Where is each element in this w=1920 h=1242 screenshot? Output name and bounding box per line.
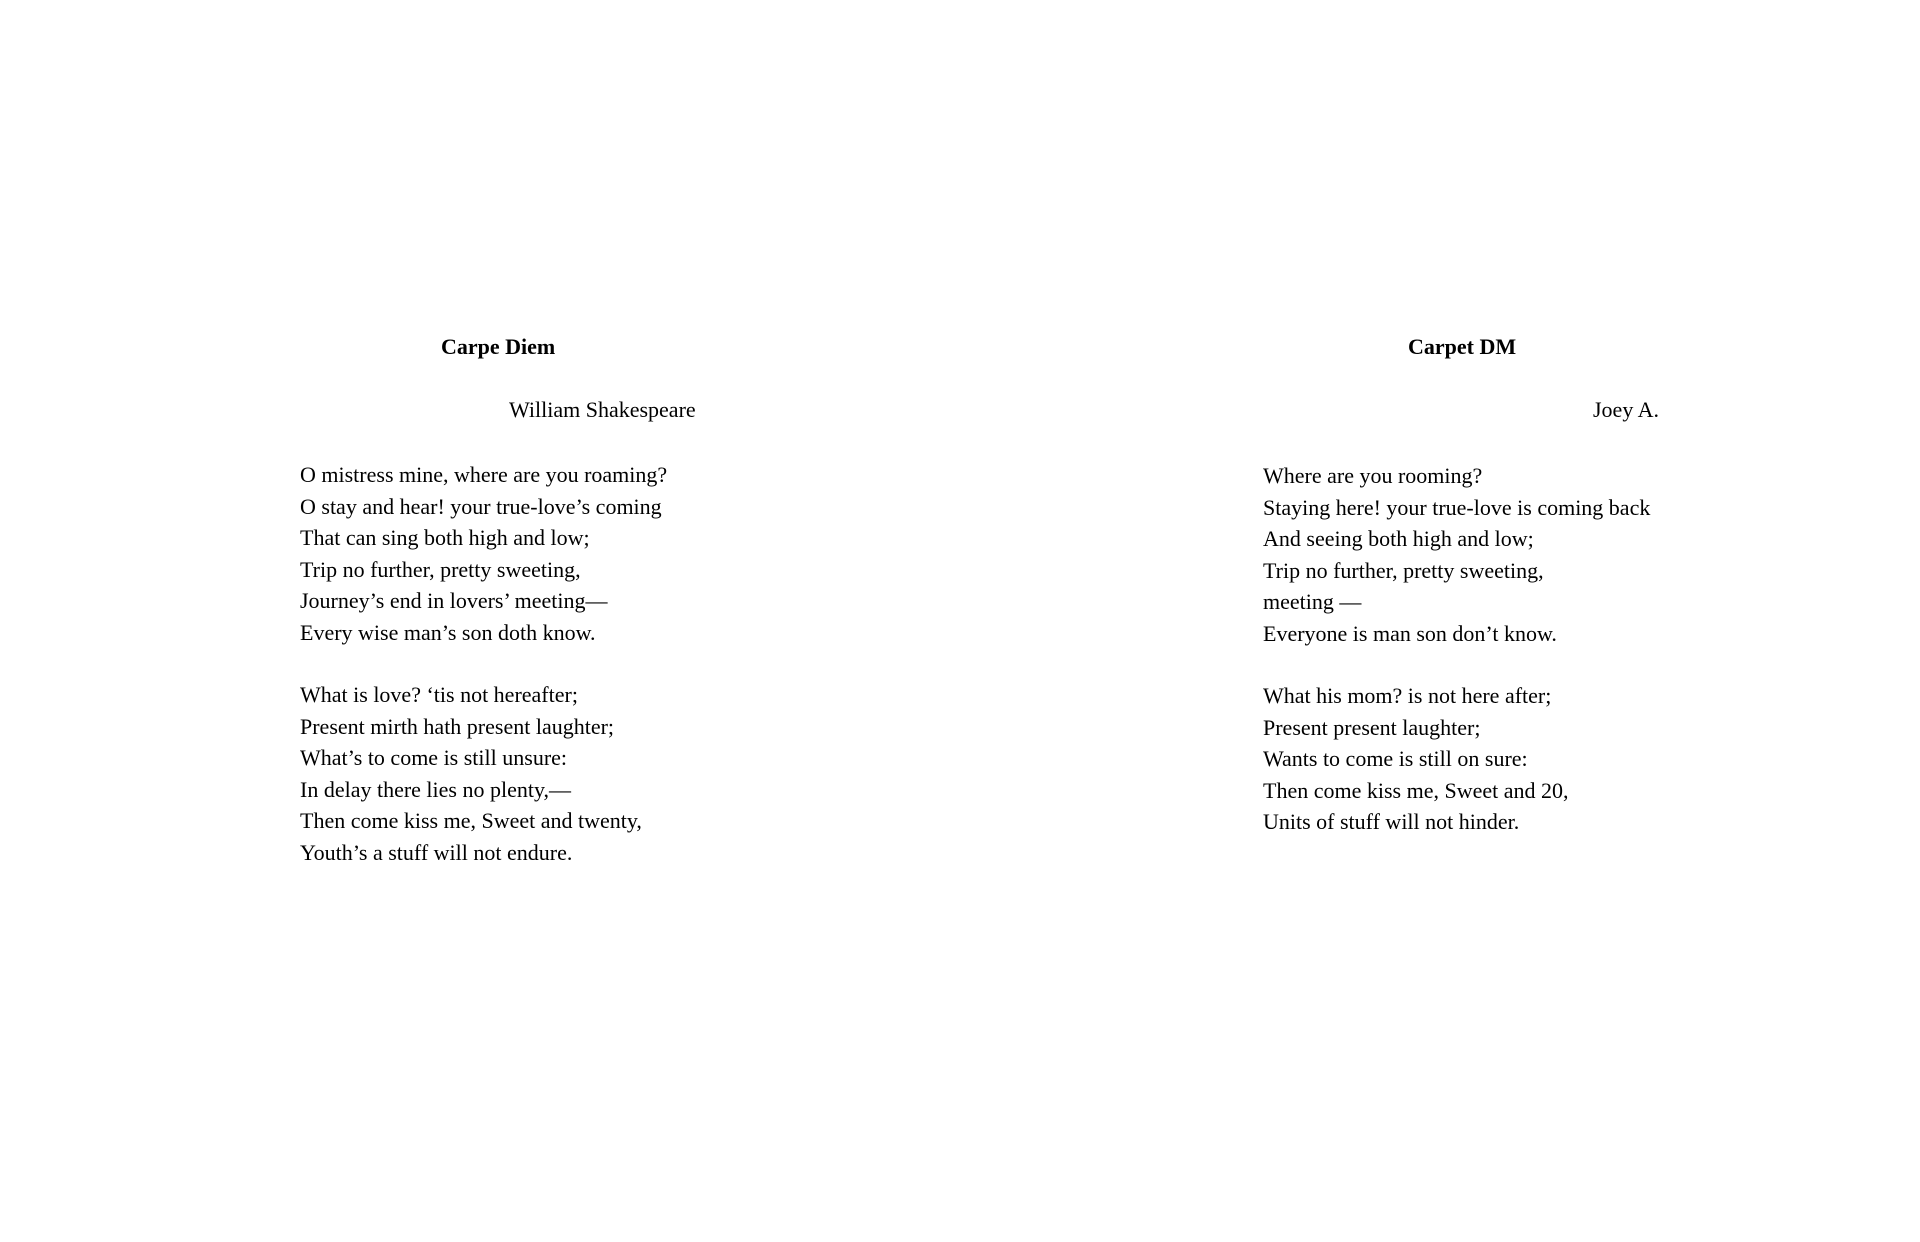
poem-line: Staying here! your true-love is coming back: [1263, 494, 1651, 520]
poem-line: Present present laughter;: [1263, 714, 1481, 740]
poem-line: Every wise man’s son doth know.: [300, 619, 596, 645]
poem-line: Then come kiss me, Sweet and twenty,: [300, 808, 642, 834]
poem-line: And seeing both high and low;: [1263, 526, 1534, 552]
poem-line: O mistress mine, where are you roaming?: [300, 462, 668, 487]
poem-title: Carpet DM: [1408, 334, 1517, 359]
poem-line: Youth’s a stuff will not endure.: [300, 839, 573, 865]
poem-line: Trip no further, pretty sweeting,: [1263, 557, 1544, 583]
poem-author: William Shakespeare: [509, 397, 696, 422]
poem-line: meeting —: [1263, 589, 1362, 615]
poem-author: Joey A.: [1593, 397, 1659, 422]
poem-line: That can sing both high and low;: [300, 525, 590, 551]
poem-line: Journey’s end in lovers’ meeting—: [300, 588, 608, 614]
poem-title: Carpe Diem: [441, 334, 556, 359]
poem-line: Present mirth hath present laughter;: [300, 713, 615, 739]
poem-line: Everyone is man son don’t know.: [1263, 620, 1557, 646]
poem-line: Wants to come is still on sure:: [1263, 746, 1528, 772]
poem-stanza: [1263, 680, 1569, 838]
poem-stanza: [300, 459, 667, 649]
poem-line: In delay there lies no plenty,—: [300, 776, 572, 802]
poem-line: Units of stuff will not hinder.: [1263, 809, 1520, 835]
poem-line: What’s to come is still unsure:: [300, 745, 568, 771]
poem-line: Where are you rooming?: [1263, 463, 1483, 488]
poem-line: Trip no further, pretty sweeting,: [300, 556, 581, 582]
poem-stanza: [300, 679, 642, 869]
poem-line: O stay and hear! your true-love’s coming: [300, 493, 662, 519]
poem-line: What his mom? is not here after;: [1263, 683, 1552, 708]
poem-stanza: [1263, 460, 1650, 650]
poem-line: What is love? ‘tis not hereafter;: [300, 682, 578, 707]
poem-line: Then come kiss me, Sweet and 20,: [1263, 777, 1569, 803]
